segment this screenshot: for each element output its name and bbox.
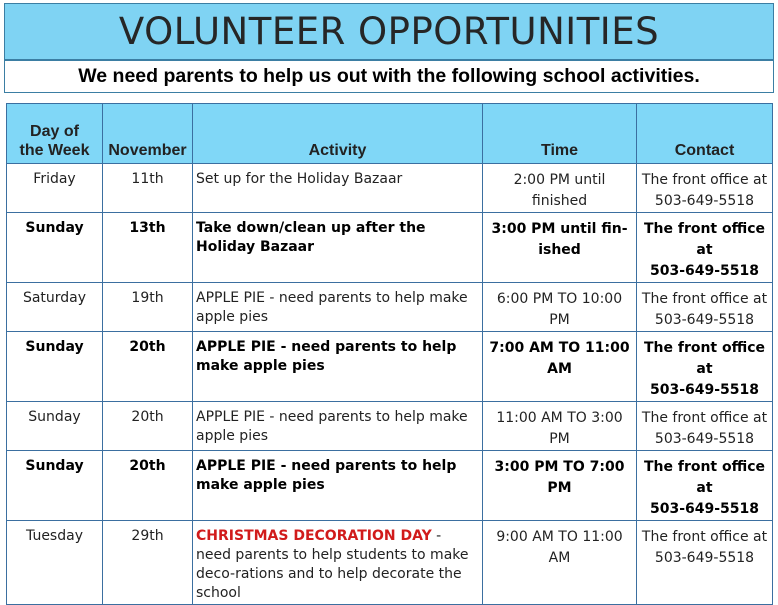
column-header-month: November xyxy=(103,104,193,164)
time-cell: 9:00 AM TO 11:00 AM xyxy=(483,521,637,605)
table-row xyxy=(7,213,773,283)
time-cell: 7:00 AM TO 11:00 AM xyxy=(483,332,637,402)
activity-cell: APPLE PIE - need parents to help make apple pies xyxy=(193,402,483,451)
contact-cell: The front office at 503-649-5518 xyxy=(637,164,773,213)
contact-cell: The front office at 503-649-5518 xyxy=(637,213,773,283)
column-header-time: Time xyxy=(483,104,637,164)
column-header-day: Day of the Week xyxy=(7,104,103,164)
day-cell: Sunday xyxy=(7,451,103,521)
column-header-activity: Activity xyxy=(193,104,483,164)
date-cell: 13th xyxy=(103,213,193,283)
page-title: VOLUNTEER OPPORTUNITIES xyxy=(118,10,660,53)
date-cell: 20th xyxy=(103,402,193,451)
date-cell: 11th xyxy=(103,164,193,213)
table-row xyxy=(7,332,773,402)
activity-cell: APPLE PIE - need parents to help make apple pies xyxy=(193,451,483,521)
date-cell: 19th xyxy=(103,283,193,332)
activity-cell: Take down/clean up after the Holiday Bazaar xyxy=(193,213,483,283)
contact-cell: The front office at 503-649-5518 xyxy=(637,521,773,605)
table-row xyxy=(7,451,773,521)
volunteer-table xyxy=(6,103,773,605)
day-cell: Sunday xyxy=(7,402,103,451)
date-cell: 20th xyxy=(103,451,193,521)
activity-cell: CHRISTMAS DECORATION DAY - need parents to help students to make deco-rations and to help decorate the school xyxy=(193,521,483,605)
time-cell: 2:00 PM until finished xyxy=(483,164,637,213)
time-cell: 11:00 AM TO 3:00 PM xyxy=(483,402,637,451)
contact-cell: The front office at 503-649-5518 xyxy=(637,451,773,521)
activity-cell: Set up for the Holiday Bazaar xyxy=(193,164,483,213)
date-cell: 20th xyxy=(103,332,193,402)
activity-highlight: CHRISTMAS DECORATION DAY xyxy=(196,528,432,544)
time-cell: 6:00 PM TO 10:00 PM xyxy=(483,283,637,332)
date-cell: 29th xyxy=(103,521,193,605)
contact-cell: The front office at 503-649-5518 xyxy=(637,332,773,402)
day-cell: Sunday xyxy=(7,332,103,402)
subtitle-banner xyxy=(4,60,774,93)
table-header-row xyxy=(7,104,773,164)
column-header-contact: Contact xyxy=(637,104,773,164)
activity-cell: APPLE PIE - need parents to help make apple pies xyxy=(193,332,483,402)
table-row xyxy=(7,164,773,213)
page-subtitle: We need parents to help us out with the following school activities. xyxy=(78,65,700,87)
activity-cell: APPLE PIE - need parents to help make apple pies xyxy=(193,283,483,332)
day-cell: Tuesday xyxy=(7,521,103,605)
day-cell: Sunday xyxy=(7,213,103,283)
contact-cell: The front office at 503-649-5518 xyxy=(637,283,773,332)
table-row xyxy=(7,283,773,332)
contact-cell: The front office at 503-649-5518 xyxy=(637,402,773,451)
title-banner xyxy=(4,3,774,60)
day-cell: Saturday xyxy=(7,283,103,332)
time-cell: 3:00 PM until fin-ished xyxy=(483,213,637,283)
day-cell: Friday xyxy=(7,164,103,213)
time-cell: 3:00 PM TO 7:00 PM xyxy=(483,451,637,521)
table-row xyxy=(7,402,773,451)
table-row xyxy=(7,521,773,605)
